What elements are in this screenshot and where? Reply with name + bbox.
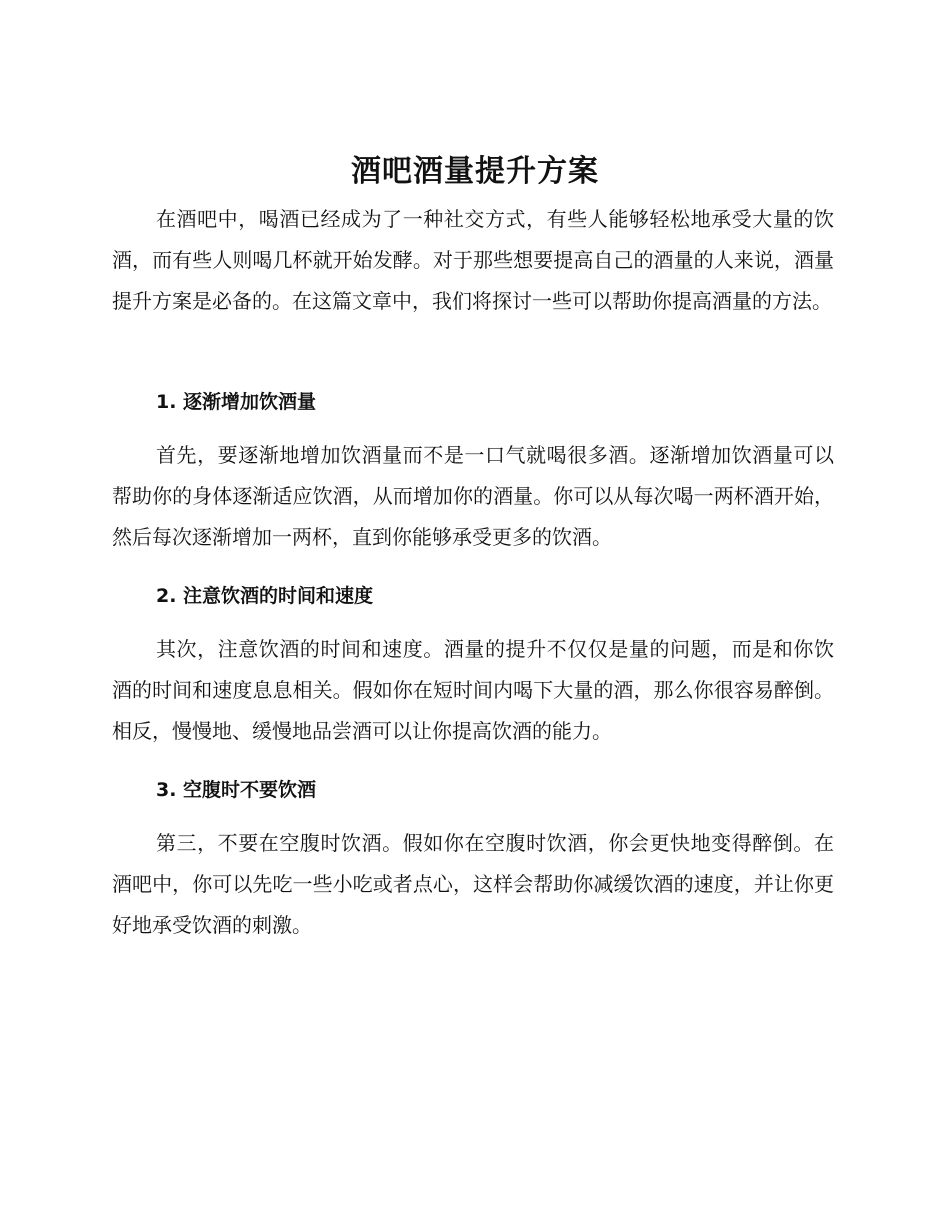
section-heading-3: 3. 空腹时不要饮酒 — [156, 779, 317, 801]
document-title: 酒吧酒量提升方案 — [351, 154, 599, 189]
section-heading-1: 1. 逐渐增加饮酒量 — [156, 391, 317, 413]
section-body-2: 其次，注意饮酒的时间和速度。酒量的提升不仅仅是量的问题，而是和你饮酒的时间和速度息息相关。假如你在短时间内喝下大量的酒，那么你很容易醉倒。相反，慢慢地、缓慢地品尝酒可以让你提高饮酒的能力。 — [112, 637, 834, 743]
section-heading-2: 2. 注意饮酒的时间和速度 — [156, 585, 374, 607]
section-body-1: 首先，要逐渐地增加饮酒量而不是一口气就喝很多酒。逐渐增加饮酒量可以帮助你的身体逐渐适应饮酒，从而增加你的酒量。你可以从每次喝一两杯酒开始，然后每次逐渐增加一两杯，直到你能够承受更多的饮酒。 — [112, 443, 834, 549]
intro-paragraph: 在酒吧中，喝酒已经成为了一种社交方式，有些人能够轻松地承受大量的饮酒，而有些人则喝几杯就开始发酵。对于那些想要提高自己的酒量的人来说，酒量提升方案是必备的。在这篇文章中，我们将探讨一些可以帮助你提高酒量的方法。 — [112, 207, 834, 313]
section-body-3: 第三，不要在空腹时饮酒。假如你在空腹时饮酒，你会更快地变得醉倒。在酒吧中，你可以先吃一些小吃或者点心，这样会帮助你减缓饮酒的速度，并让你更好地承受饮酒的刺激。 — [112, 831, 834, 937]
